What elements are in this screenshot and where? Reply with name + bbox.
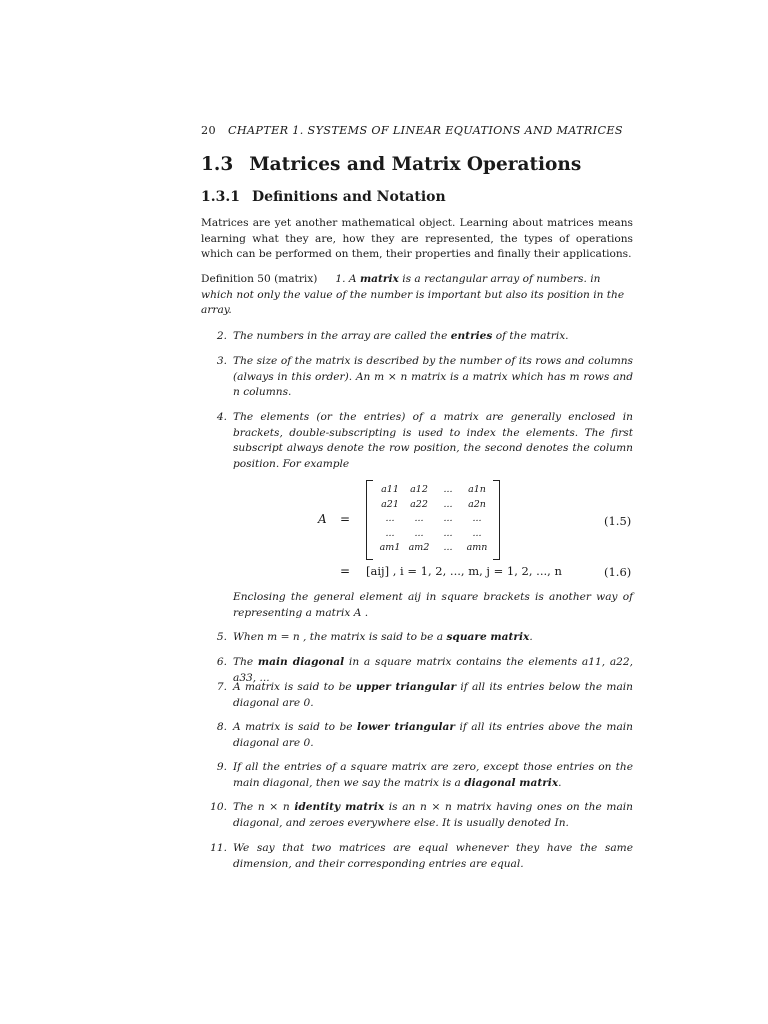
item-text: A matrix is said to be <box>233 721 358 733</box>
item-text: if all its entries below the main diagonal are 0. <box>233 681 633 709</box>
matrix-row <box>376 528 492 541</box>
defined-term: entries <box>450 330 493 342</box>
defined-term: upper triangular <box>355 681 457 693</box>
matrix-row <box>376 499 492 512</box>
item-text: is a rectangular array of numbers. in which not only the value of the number is important but also its position in the array. <box>201 273 625 317</box>
item-text: . <box>529 631 533 643</box>
matrix-entry: a2n <box>468 498 486 510</box>
index-notation: [aij] , i = 1, 2, ..., m, j = 1, 2, ..., n <box>366 564 562 578</box>
matrix-entry: a11 <box>381 484 399 495</box>
defined-term: square matrix <box>446 631 530 643</box>
item-number: 9. <box>216 761 227 773</box>
matrix-row <box>376 542 492 555</box>
left-bracket <box>366 480 373 560</box>
matrix-entry: ... <box>472 513 482 524</box>
list-item <box>201 329 633 345</box>
item-text: A <box>348 273 360 285</box>
subsection-title: Definitions and Notation <box>251 189 446 205</box>
equals-sign: = <box>340 512 351 526</box>
item-text: in a square matrix contains the elements a11, a22, a33, ... <box>233 656 634 684</box>
matrix-row <box>376 484 492 497</box>
matrix-entry: ... <box>443 527 453 539</box>
item-text: if all its entries above the main diagonal are 0. <box>233 721 633 749</box>
list-item <box>201 410 633 472</box>
definition-block <box>201 272 633 319</box>
item-text: The <box>233 656 258 668</box>
matrix-entry: amn <box>466 542 488 553</box>
item-number: 7. <box>216 681 227 693</box>
item-text: We say that two matrices are equal whenever they have the same dimension, and their corresponding entries are equal. <box>233 842 633 870</box>
item-text: . <box>558 776 562 789</box>
defined-term: lower triangular <box>357 721 455 733</box>
page-number: 20 <box>201 124 216 137</box>
item-text: The numbers in the array are called the <box>233 330 451 342</box>
equation-number: (1.6) <box>604 565 632 579</box>
subsection-heading <box>201 189 446 205</box>
list-item <box>201 841 633 872</box>
subsection-number: 1.3.1 <box>201 189 240 205</box>
section-heading <box>201 154 581 175</box>
item-text: of the matrix. <box>492 330 569 342</box>
item-number: 6. <box>216 656 227 668</box>
list-item <box>201 680 633 711</box>
matrix-entry: a22 <box>410 498 428 510</box>
matrix-entry: ... <box>443 513 453 524</box>
matrix-display <box>366 480 500 558</box>
matrix-entry: ... <box>414 513 424 524</box>
matrix-entry: a1n <box>468 484 486 495</box>
item-number: 10. <box>210 801 227 813</box>
item-note: Enclosing the general element aij in square brackets is another way of representing a matrix A . <box>233 591 633 619</box>
matrix-entry: am2 <box>408 542 430 553</box>
running-head <box>201 124 641 137</box>
definition-label: Definition 50 (matrix) <box>201 273 318 285</box>
equation-lhs: A <box>318 512 327 526</box>
list-item <box>201 354 633 401</box>
defined-term: matrix <box>359 273 399 285</box>
intro-paragraph: Matrices are yet another mathematical object. Learning about matrices means learning what they are, how they are represented, the types of operations which can be performed on them, their properties and finally their applications. <box>201 217 633 261</box>
item-text: The elements (or the entries) of a matrix are generally enclosed in brackets, double-subscripting is used to index the elements. The first subscript always denote the row position, the second denotes the column position. For example <box>233 411 633 470</box>
matrix-entry: ... <box>385 527 395 539</box>
defined-term: main diagonal <box>257 656 345 668</box>
matrix-entry: ... <box>385 513 395 524</box>
equation-number: (1.5) <box>604 514 632 528</box>
item-number: 4. <box>216 411 227 423</box>
matrix-entry: ... <box>472 527 482 539</box>
matrix-entry: ... <box>443 498 453 510</box>
equals-sign: = <box>340 564 351 578</box>
item-number: 1. <box>335 273 346 285</box>
matrix-entry: ... <box>443 542 453 553</box>
item-number: 11. <box>210 842 227 854</box>
matrix-entry: am1 <box>379 542 401 553</box>
section-title: Matrices and Matrix Operations <box>249 154 582 175</box>
item-text: If all the entries of a square matrix are zero, except those entries on the main diagonal, then we say the matrix is a <box>233 761 633 789</box>
item-text: A matrix is said to be <box>233 681 356 693</box>
matrix-row <box>376 513 492 526</box>
list-item <box>201 630 633 646</box>
defined-term: diagonal matrix <box>464 776 559 789</box>
item-number: 8. <box>216 721 227 733</box>
item-text: is an n × n matrix having ones on the main diagonal, and zeroes everywhere else. It is usually denoted In. <box>233 801 633 829</box>
section-number: 1.3 <box>201 154 234 175</box>
defined-term: identity matrix <box>294 801 385 813</box>
matrix-entry: ... <box>443 484 453 495</box>
list-item <box>201 800 633 831</box>
matrix-entry: a12 <box>410 484 428 495</box>
item-text: When m = n , the matrix is said to be a <box>233 631 447 643</box>
item-number: 3. <box>216 355 227 367</box>
list-item <box>201 760 633 791</box>
item-number: 2. <box>216 330 227 342</box>
list-item <box>201 720 633 751</box>
chapter-title: CHAPTER 1. SYSTEMS OF LINEAR EQUATIONS AND MATRICES <box>227 124 623 137</box>
right-bracket <box>493 480 500 560</box>
item-text: The size of the matrix is described by the number of its rows and columns (always in this order). An m × n matrix is a matrix which has m rows and n columns. <box>233 355 633 399</box>
matrix-entry: ... <box>414 527 424 539</box>
item-number: 5. <box>216 631 227 643</box>
item-text: The n × n <box>233 801 295 813</box>
matrix-entry: a21 <box>381 498 399 510</box>
